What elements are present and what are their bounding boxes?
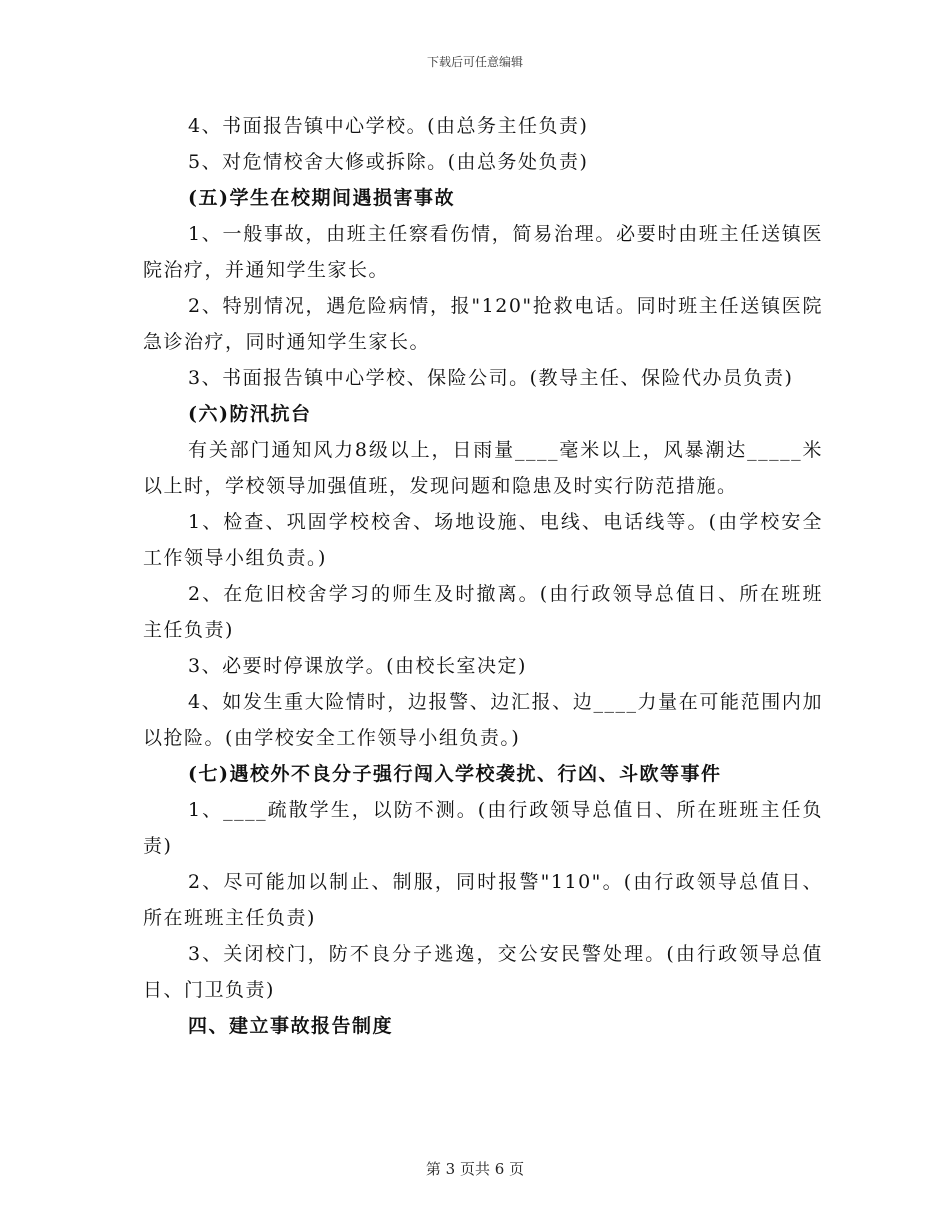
page-header: 下载后可任意编辑 xyxy=(426,55,523,69)
paragraph: 4、书面报告镇中心学校。(由总务主任负责) xyxy=(188,115,589,137)
paragraph: 有关部门通知风力8级以上，日雨量____毫米以上，风暴潮达_____米以上时，学校领导加强值班，发现问题和隐患及时实行防范措施。 xyxy=(143,439,823,497)
paragraph: 3、书面报告镇中心学校、保险公司。(教导主任、保险代办员负责) xyxy=(188,367,794,389)
paragraph: 5、对危情校舍大修或拆除。(由总务处负责) xyxy=(188,151,589,173)
section-heading: (五)学生在校期间遇损害事故 xyxy=(188,187,455,209)
paragraph: 3、必要时停课放学。(由校长室决定) xyxy=(188,655,527,677)
paragraph: 3、关闭校门，防不良分子逃逸，交公安民警处理。(由行政领导总值日、门卫负责) xyxy=(143,943,823,1001)
paragraph: 1、一般事故，由班主任察看伤情，简易治理。必要时由班主任送镇医院治疗，并通知学生家长。 xyxy=(143,223,823,281)
paragraph: 4、如发生重大险情时，边报警、边汇报、边____力量在可能范围内加以抢险。(由学校安全工作领导小组负责。) xyxy=(143,691,823,749)
paragraph: 1、检查、巩固学校校舍、场地设施、电线、电话线等。(由学校安全工作领导小组负责。) xyxy=(143,511,823,569)
document-body xyxy=(143,108,823,1044)
paragraph: 2、在危旧校舍学习的师生及时撤离。(由行政领导总值日、所在班班主任负责) xyxy=(143,583,823,641)
paragraph: 1、____疏散学生，以防不测。(由行政领导总值日、所在班班主任负责) xyxy=(143,799,823,857)
paragraph: 2、尽可能加以制止、制服，同时报警"110"。(由行政领导总值日、所在班班主任负责) xyxy=(143,871,823,929)
section-heading: (六)防汛抗台 xyxy=(188,403,312,425)
section-heading: (七)遇校外不良分子强行闯入学校袭扰、行凶、斗欧等事件 xyxy=(188,763,722,785)
page-footer: 第 3 页共 6 页 xyxy=(425,1160,525,1178)
paragraph: 2、特别情况，遇危险病情，报"120"抢救电话。同时班主任送镇医院急诊治疗，同时通知学生家长。 xyxy=(143,295,823,353)
section-heading: 四、建立事故报告制度 xyxy=(188,1015,394,1037)
